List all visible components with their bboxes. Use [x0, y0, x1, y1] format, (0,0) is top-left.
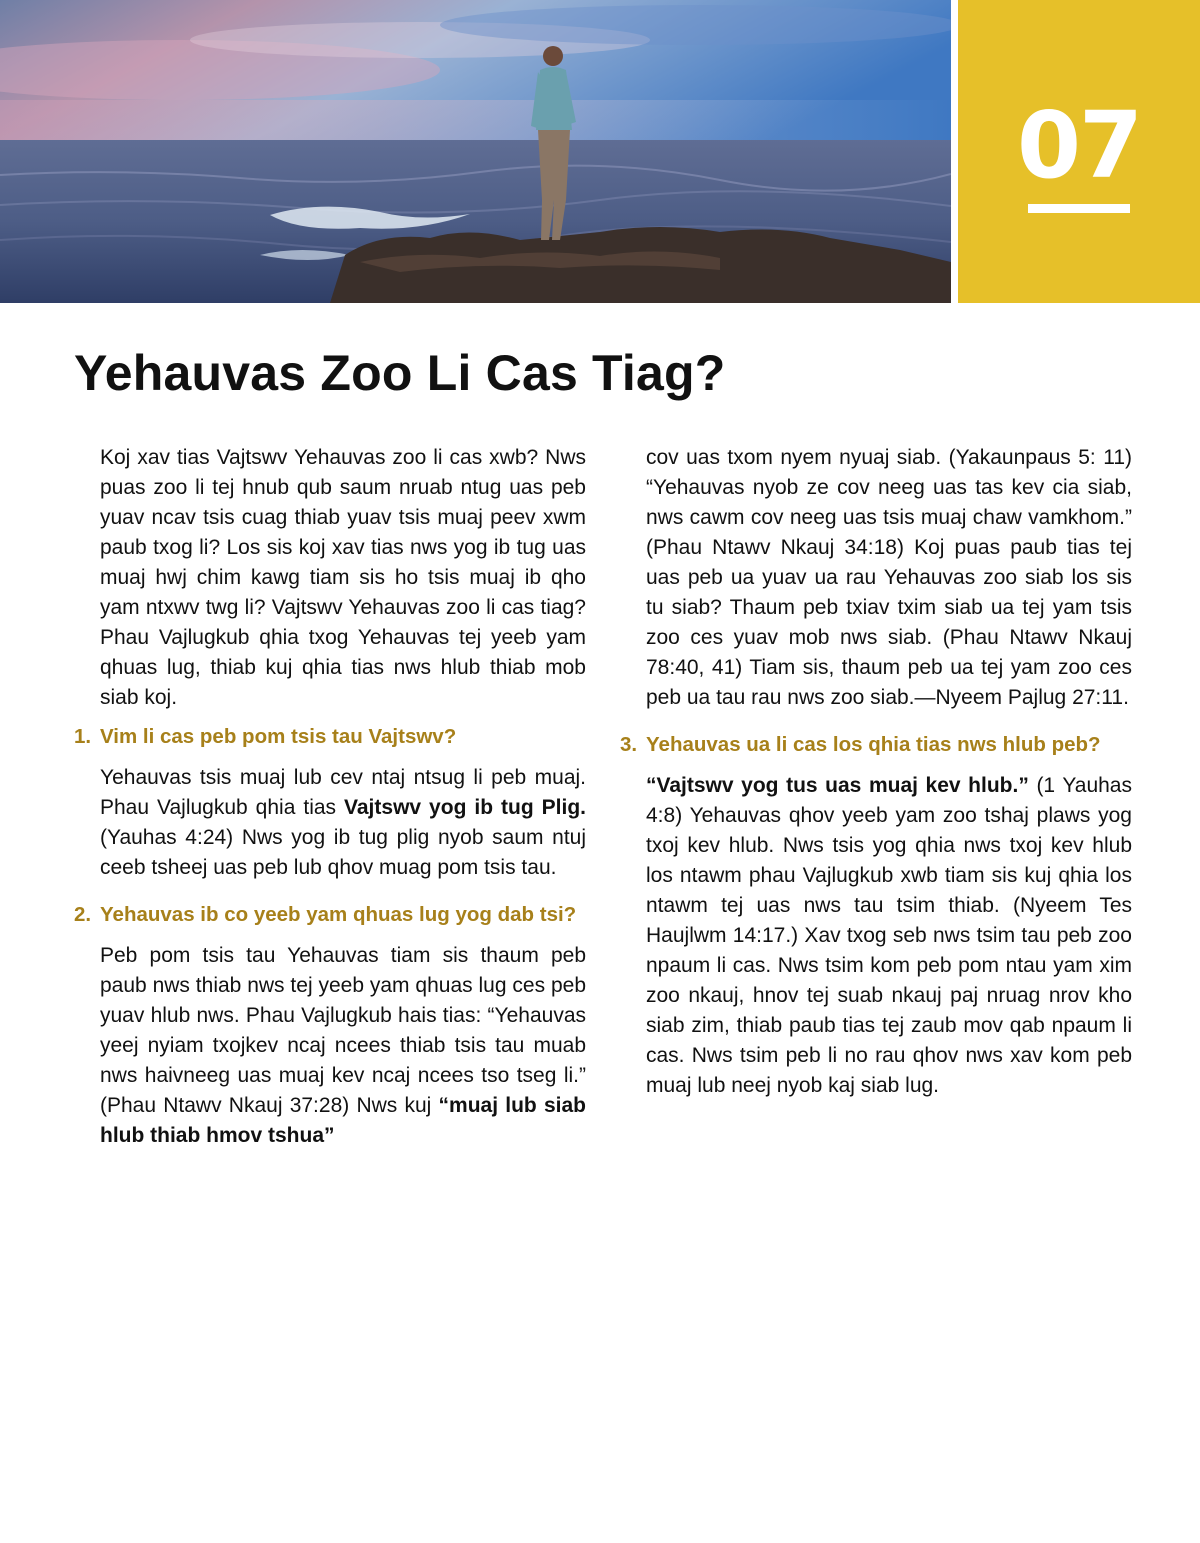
question-3-heading — [620, 731, 1132, 759]
answer-3-paragraph — [646, 771, 1132, 1101]
answer-text: (Yauhas 4:24) Nws yog ib tug plig nyob saum ntuj ceeb tsheej uas peb lub qhov muag pom tsis tau. — [100, 826, 586, 879]
answer-text: Yehauvas tsis muaj lub cev ntaj ntsug li peb muaj. Phau Vajlugkub qhia tias — [100, 766, 586, 819]
answer-1-paragraph — [100, 763, 586, 883]
lesson-number-underline — [1028, 204, 1130, 213]
answer-2-continued-paragraph: cov uas txom nyem nyuaj siab. (Yakaunpaus 5: 11) “Yehauvas nyob ze cov neeg uas tas kev cia siab, nws cawm cov neeg uas tsis muaj chaw vamkhom.” (Phau Ntawv Nkauj 34:18) Koj puas paub tias tej uas peb ua yuav ua rau Yehauvas zoo siab los sis tu siab? Thaum peb txiav txim siab ua tej yam tsis zoo ces yuav mob nws siab. (Phau Ntawv Nkauj 78:40, 41) Tiam sis, thaum peb ua tej yam zoo ces peb ua tau rau nws zoo siab.—Nyeem Pajlug 27:11. — [646, 446, 1132, 709]
question-text: Vim li cas peb pom tsis tau Vajtswv? — [100, 725, 457, 748]
answer-emphasis: “muaj lub siab hlub thiab hmov tshua” — [100, 1094, 586, 1147]
question-1-heading — [74, 723, 586, 751]
lesson-number-box — [958, 0, 1200, 303]
question-text: Yehauvas ua li cas los qhia tias nws hlub peb? — [646, 733, 1101, 756]
intro-paragraph: Koj xav tias Vajtswv Yehauvas zoo li cas xwb? Nws puas zoo li tej hnub qub saum nruab ntug uas peb yuav ncav tsis cuag thiab yuav tsis muaj peev xwm paub txog li? Los sis koj xav tias nws yog ib tug uas muaj hwj chim kawg tiam sis ho tsis muaj ib qho yam ntxwv twg li? Vajtswv Yehauvas zoo li cas tiag? Phau Vajlugkub qhia txog Yehauvas tej yeeb yam qhuas lug, thiab kuj qhia tias nws hlub thiab mob siab koj. — [100, 446, 586, 709]
answer-emphasis: Vajtswv yog ib tug Plig. — [344, 796, 586, 819]
answer-2-paragraph — [100, 941, 586, 1151]
answer-emphasis: “Vajtswv yog tus uas muaj kev hlub.” — [646, 774, 1029, 797]
question-number: 2. — [74, 903, 92, 926]
question-2-heading — [74, 901, 586, 929]
question-number: 3. — [620, 733, 638, 756]
page-title: Yehauvas Zoo Li Cas Tiag? — [74, 345, 726, 401]
answer-text: Peb pom tsis tau Yehauvas tiam sis thaum peb paub nws thiab nws tej yeeb yam qhuas lug ces peb yuav hlub nws. Phau Vajlugkub hais tias: “Yehauvas yeej nyiam txojkev ncaj ncees thiab tsis tau muab nws haivneeg uas muaj kev ncaj ncees tso tseg li.” (Phau Ntawv Nkauj 37:28) Nws kuj — [100, 944, 586, 1117]
question-number: 1. — [74, 725, 92, 748]
right-column — [620, 443, 1132, 1101]
lesson-number: 07 — [1016, 92, 1142, 199]
hero-image — [0, 0, 951, 303]
left-column — [74, 443, 586, 1151]
question-text: Yehauvas ib co yeeb yam qhuas lug yog dab tsi? — [100, 903, 577, 926]
answer-text: (1 Yauhas 4:8) Yehauvas qhov yeeb yam zoo tshaj plaws yog txoj kev hlub. Nws tsis yog qhia nws txoj kev hlub los ntawm phau Vajlugkub xwb tiam sis kuj qhia los ntawm tej uas nws tau tsim thiab. (Nyeem Tes Haujlwm 14:17.) Xav txog seb nws tsim tau peb zoo npaum li cas. Nws tsim kom peb pom ntau yam xim zoo nkauj, hnov tej suab nkauj paj nruag nrov kho siab zim, thiab paub tias tej zaub mov qab npaum li cas. Nws tsim peb li no rau qhov nws xav kom peb muaj lub neej nyob kaj siab lug. — [646, 774, 1132, 1097]
seashore-photo — [0, 0, 951, 303]
